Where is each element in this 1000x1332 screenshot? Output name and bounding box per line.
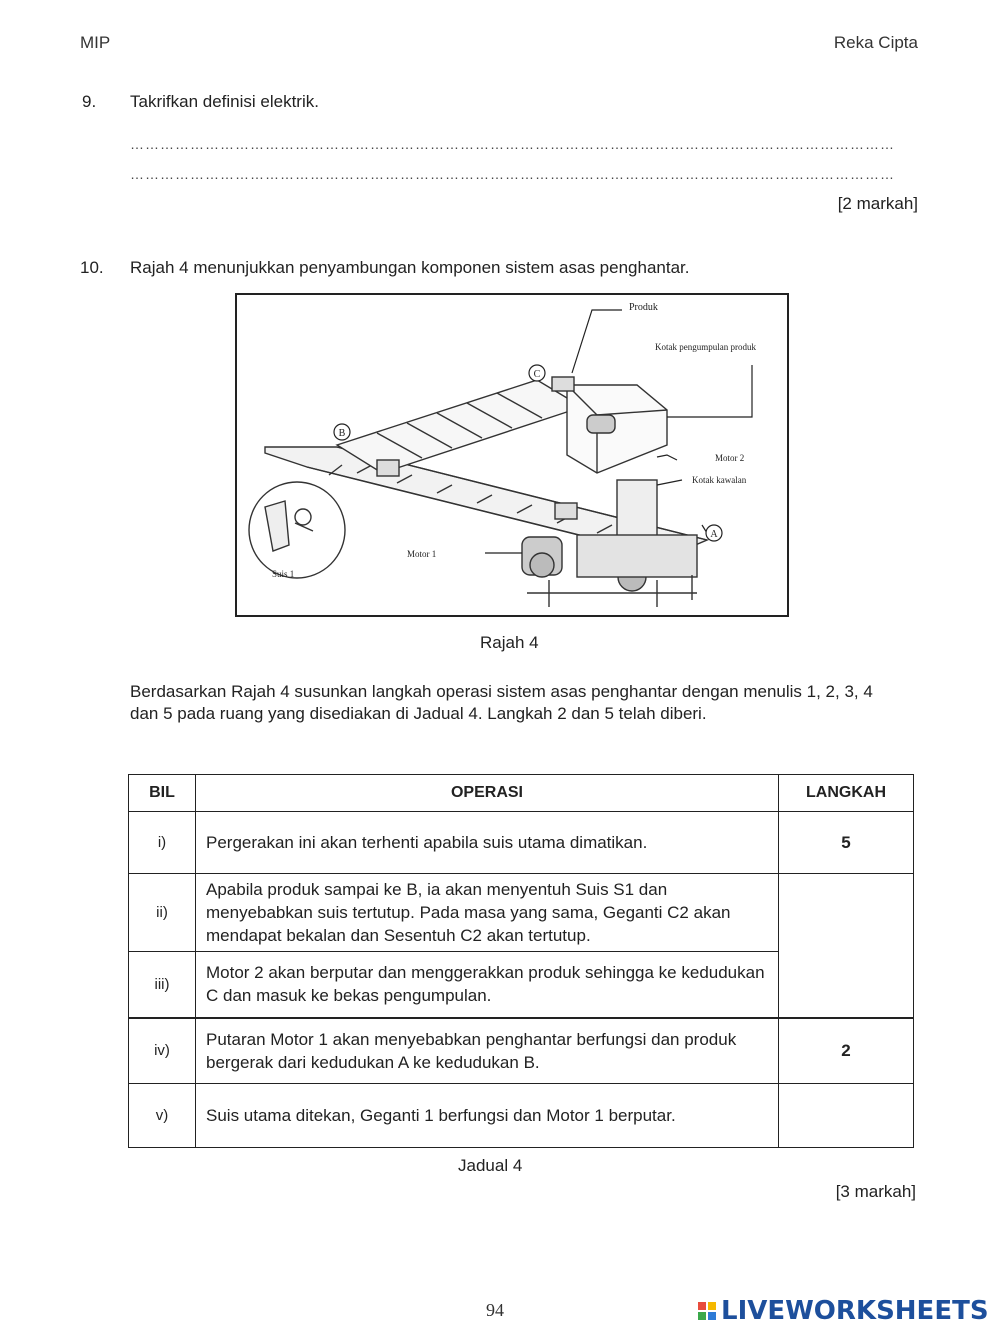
label-produk: Produk (629, 302, 658, 313)
operation-table (128, 774, 914, 1148)
table-row (129, 1018, 914, 1084)
q9-number: 9. (82, 92, 97, 111)
q10-marks: [3 markah] (835, 1182, 916, 1201)
table-caption: Jadual 4 (458, 1156, 523, 1175)
header-right: Reka Cipta (833, 33, 918, 52)
label-kotak-pengumpulan: Kotak pengumpulan produk (655, 342, 756, 352)
table-row (129, 874, 914, 952)
header-left: MIP (80, 33, 111, 52)
label-motor-1: Motor 1 (407, 549, 437, 559)
row-bil: v) (129, 1084, 196, 1148)
row-langkah-answer[interactable] (779, 874, 914, 1018)
row-langkah-answer[interactable] (779, 1084, 914, 1148)
figure-rajah-4 (235, 293, 789, 617)
q9-text: Takrifkan definisi elektrik. (130, 92, 319, 111)
row-bil: i) (129, 812, 196, 874)
row-operasi: Pergerakan ini akan terhenti apabila suis utama dimatikan. (196, 812, 779, 874)
label-motor-2: Motor 2 (715, 453, 745, 463)
page-number: 94 (486, 1300, 504, 1320)
row-bil: ii) (129, 874, 196, 952)
logo-text: LIVEWORKSHEETS (721, 1296, 989, 1326)
table-header-row (129, 775, 914, 812)
row-bil: iii) (129, 952, 196, 1018)
q10-number: 10. (80, 258, 104, 277)
row-langkah-given: 2 (779, 1018, 914, 1084)
figure-caption: Rajah 4 (480, 633, 539, 652)
marker-b: B (338, 428, 346, 439)
row-bil: iv) (129, 1018, 196, 1084)
logo-mark-icon (697, 1301, 717, 1321)
marker-a: A (710, 529, 718, 540)
row-langkah-given: 5 (779, 812, 914, 874)
q9-marks: [2 markah] (837, 194, 918, 213)
q10-instruction: Berdasarkan Rajah 4 susunkan langkah operasi sistem asas penghantar dengan menulis 1, 2, 3, 4 dan 5 pada ruang yang disediakan di Jadual 4. Langkah 2 dan 5 telah diberi. (130, 682, 873, 723)
header-bil: BIL (129, 775, 196, 812)
q9-answer-line-2[interactable]: ……………………………………………………………………………………………………………………………………… (130, 166, 895, 182)
q10-text: Rajah 4 menunjukkan penyambungan komponen sistem asas penghantar. (130, 258, 690, 277)
row-operasi: Motor 2 akan berputar dan menggerakkan produk sehingga ke kedudukan C dan masuk ke bekas pengumpulan. (196, 952, 779, 1018)
row-operasi: Putaran Motor 1 akan menyebabkan penghantar berfungsi dan produk bergerak dari kedudukan A ke kedudukan B. (196, 1018, 779, 1084)
conveyor-diagram (237, 295, 787, 615)
table-row (129, 812, 914, 874)
header-operasi: OPERASI (196, 775, 779, 812)
marker-c: C (533, 369, 541, 380)
liveworksheets-logo (697, 1296, 989, 1326)
label-suis-1: Suis 1 (272, 569, 295, 579)
q9-answer-line-1[interactable]: ……………………………………………………………………………………………………………………………………… (130, 136, 895, 152)
row-operasi: Apabila produk sampai ke B, ia akan menyentuh Suis S1 dan menyebabkan suis tertutup. Pada masa yang sama, Geganti C2 akan mendapat bekalan dan Sesentuh C2 akan tertutup. (196, 874, 779, 952)
header-langkah: LANGKAH (779, 775, 914, 812)
table-row (129, 1084, 914, 1148)
label-kotak-kawalan: Kotak kawalan (692, 475, 747, 485)
row-operasi: Suis utama ditekan, Geganti 1 berfungsi dan Motor 1 berputar. (196, 1084, 779, 1148)
